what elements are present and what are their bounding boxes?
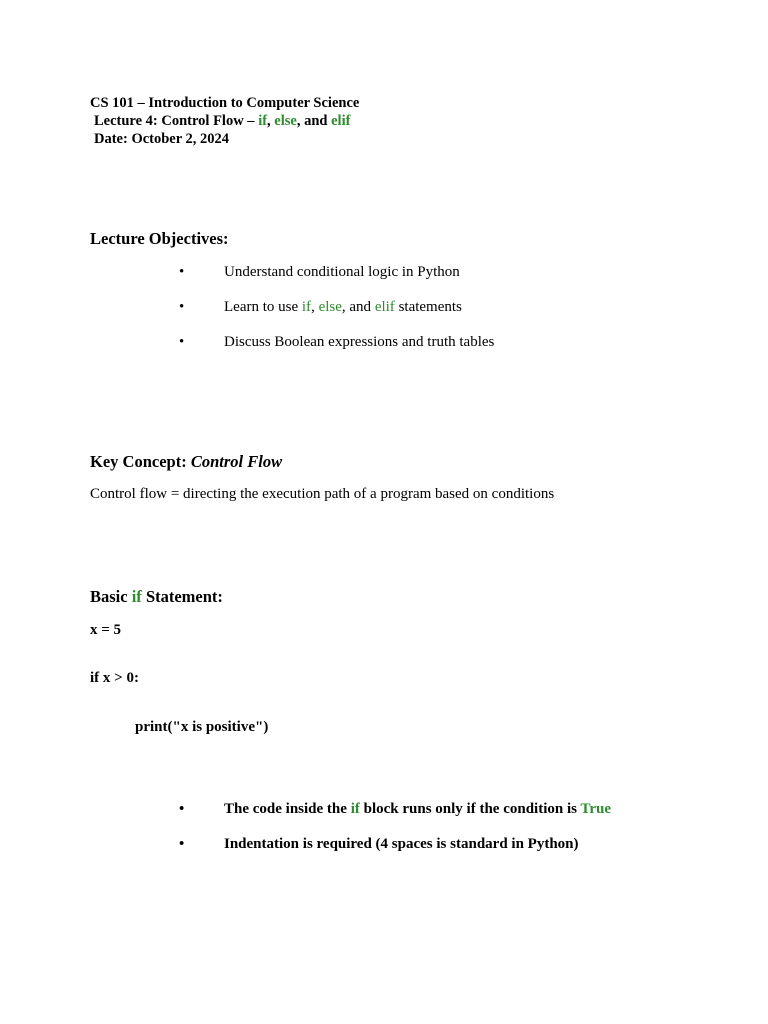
objective-item-3 (224, 334, 494, 351)
code-line-3: print("x is positive") (135, 719, 269, 735)
key-concept-heading-italic: Control Flow (190, 452, 283, 471)
objectives-heading (90, 229, 229, 249)
course-title-text: CS 101 – Introduction to Computer Science (90, 95, 360, 111)
key-concept-heading (90, 452, 282, 472)
objective-item-text: Discuss Boolean expressions and truth tables (224, 334, 495, 350)
basic-if-heading-prefix: Basic (90, 587, 132, 606)
note-text: The code inside the (224, 801, 351, 817)
lecture-title (94, 112, 350, 130)
key-concept-body (90, 486, 554, 503)
keyword-elif: elif (374, 299, 395, 315)
objective-item-text: statements (394, 299, 462, 315)
lecture-date-text: Date: October 2, 2024 (94, 131, 230, 147)
keyword-else: else (318, 299, 342, 315)
objective-item-2 (224, 299, 462, 316)
keyword-if: if (258, 113, 268, 129)
objective-item-text: Learn to use (224, 299, 302, 315)
lecture-title-prefix: Lecture 4: Control Flow – (94, 113, 259, 129)
keyword-if: if (350, 801, 360, 817)
keyword-if: if (301, 299, 312, 315)
basic-if-note-1 (224, 801, 611, 818)
bullet-icon: • (179, 836, 185, 852)
lecture-date (94, 130, 229, 148)
bullet-icon: • (179, 264, 185, 280)
bullet-icon: • (179, 801, 185, 817)
basic-if-heading (90, 587, 223, 607)
basic-if-note-2 (224, 836, 579, 853)
course-title (90, 94, 359, 112)
objective-item-text: Understand conditional logic in Python (224, 264, 460, 280)
bullet-icon: • (179, 299, 185, 315)
objective-item-1 (224, 264, 460, 281)
keyword-elif: elif (331, 113, 351, 129)
keyword-else: else (274, 113, 297, 129)
objectives-heading-text: Lecture Objectives: (90, 229, 229, 248)
keyword-if: if (131, 587, 142, 606)
separator: , and (341, 299, 375, 315)
bullet-icon: • (179, 334, 185, 350)
basic-if-heading-suffix: Statement: (141, 587, 223, 606)
key-concept-body-text: Control flow = directing the execution path of a program based on conditions (90, 486, 555, 502)
code-line-2: if x > 0: (90, 670, 139, 686)
separator: , (311, 299, 319, 315)
keyword-true: True (580, 801, 612, 817)
note-text: block runs only if the condition is (359, 801, 581, 817)
code-line-1: x = 5 (90, 622, 122, 638)
separator: , and (296, 113, 332, 129)
key-concept-heading-prefix: Key Concept: (90, 452, 191, 471)
note-text: Indentation is required (4 spaces is standard in Python) (224, 836, 579, 852)
separator: , (267, 113, 275, 129)
